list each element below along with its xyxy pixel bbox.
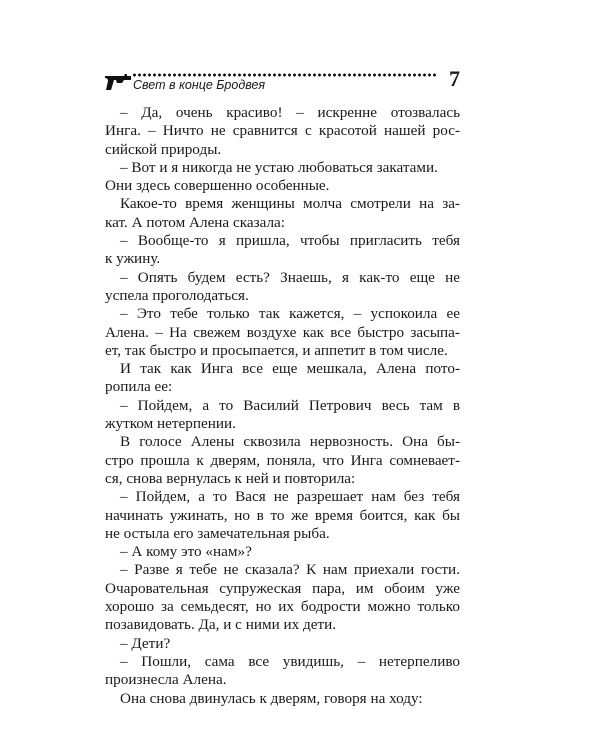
- text-line: – Вот и я никогда не устаю любоваться закатами.: [120, 158, 438, 176]
- dotted-rule: [132, 73, 438, 77]
- text-line: успела проголодаться.: [105, 286, 249, 304]
- text-line: сийской природы.: [105, 140, 222, 158]
- text-line: Она снова двинулась к дверям, говоря на ходу:: [120, 689, 423, 707]
- text-line: Алена. – На свежем воздухе как все быстро засыпа-: [105, 323, 460, 341]
- text-line: – Да, очень красиво! – искренне отозвалась: [120, 104, 460, 121]
- text-line: – Вообще-то я пришла, чтобы пригласить тебя: [120, 232, 460, 250]
- text-line: ся, снова вернулась к ней и повторила:: [105, 469, 356, 487]
- text-line: – Это тебе только так кажется, – успокоила ее: [120, 305, 460, 323]
- text-line: Очаровательная супружеская пара, им обоим уже: [105, 579, 460, 597]
- text-line: стро прошла к дверям, поняла, что Инга сомневает-: [105, 451, 460, 469]
- text-line: жутком нетерпении.: [105, 415, 236, 433]
- text-line: произнесла Алена.: [105, 671, 227, 689]
- text-line: – Опять будем есть? Знаешь, я как-то еще не: [120, 268, 460, 286]
- text-line: ропила ее:: [105, 378, 173, 396]
- text-line: – Пойдем, а то Вася не разрешает нам без тебя: [120, 488, 460, 506]
- text-line: к ужину.: [105, 250, 161, 268]
- text-line: кат. А потом Алена сказала:: [105, 213, 286, 231]
- text-line: позавидовать. Да, и с ними их дети.: [105, 616, 337, 634]
- text-line: – Дети?: [120, 634, 171, 652]
- text-line: Инга. – Ничто не сравнится с красотой нашей рос-: [105, 122, 460, 140]
- text-line: начинать ужинать, но в то же время боится, как бы: [105, 506, 460, 524]
- text-line: ет, так быстро и просыпается, и аппетит в том числе.: [105, 341, 448, 359]
- running-header: [104, 66, 460, 96]
- text-line: не остыла его замечательная рыба.: [105, 524, 330, 542]
- body-text: [105, 104, 460, 708]
- text-line: Какое-то время женщины молча смотрели на за-: [120, 195, 460, 213]
- text-line: В голосе Алены сквозила нервозность. Она бы-: [120, 433, 460, 451]
- text-line: – А кому это «нам»?: [120, 543, 252, 561]
- revolver-icon: [104, 73, 132, 91]
- text-line: И так как Инга все еще мешкала, Алена пото-: [120, 360, 460, 378]
- running-title: Свет в конце Бродвея: [133, 78, 266, 92]
- text-line: Они здесь совершенно особенные.: [105, 177, 330, 195]
- page-number: 7: [449, 66, 460, 91]
- text-line: – Пошли, сама все увидишь, – нетерпеливо: [120, 652, 460, 670]
- text-line: – Разве я тебе не сказала? К нам приехали гости.: [120, 561, 460, 579]
- text-line: хорошо за семьдесят, но их бодрости можно только: [105, 598, 460, 616]
- text-line: – Пойдем, а то Василий Петрович весь там в: [120, 396, 460, 414]
